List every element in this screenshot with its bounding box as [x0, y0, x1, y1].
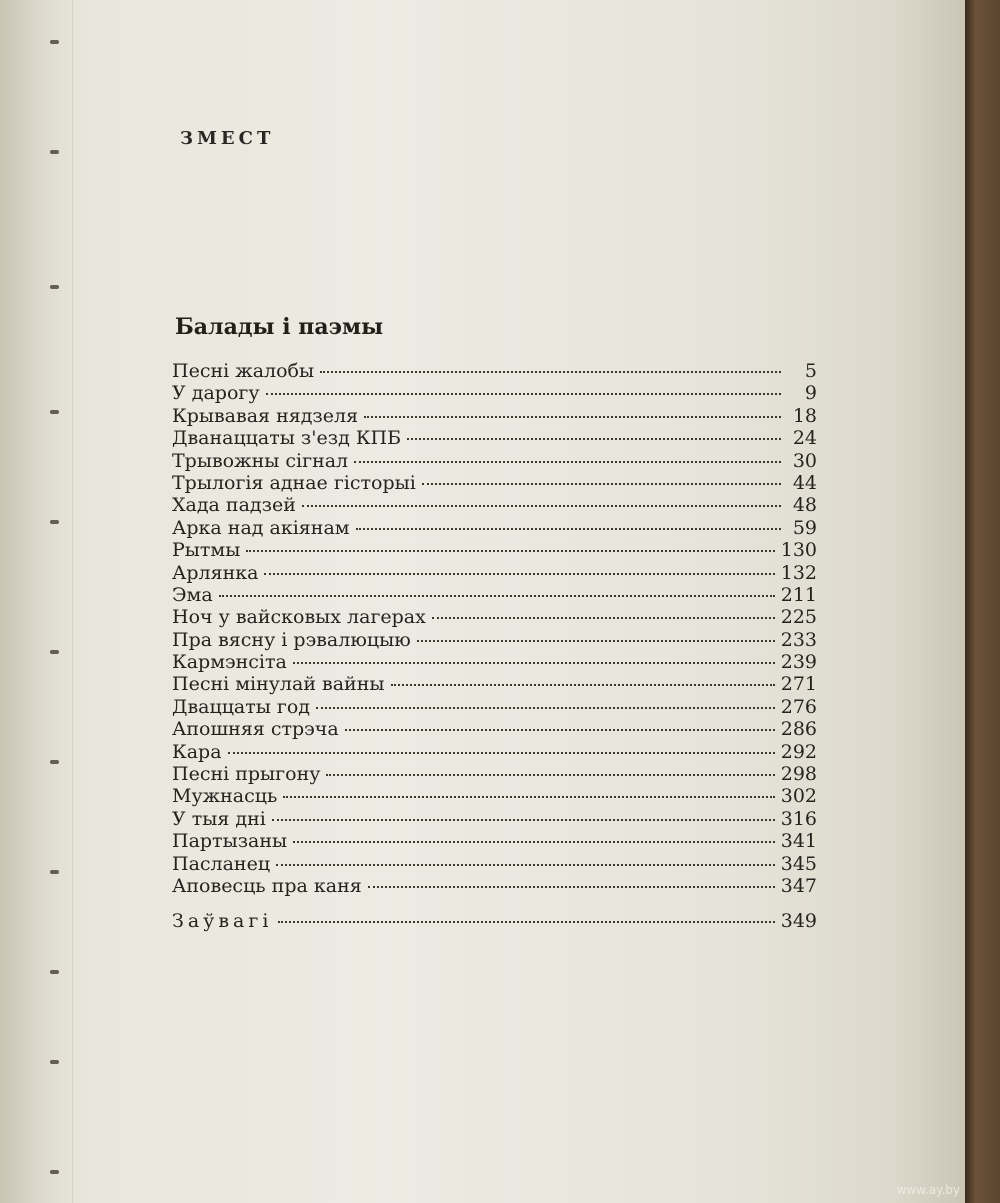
toc-entry-page: 233	[780, 628, 817, 651]
toc-entry-title: Рытмы	[172, 539, 241, 562]
toc-entry-title: Кара	[172, 740, 222, 763]
toc-dot-leader	[364, 416, 781, 418]
watermark: www.ay.by	[896, 1183, 960, 1197]
toc-dot-leader	[266, 393, 781, 395]
toc-entry	[172, 427, 817, 449]
page-heading: ЗМЕСТ	[180, 128, 275, 149]
binding-stitch	[50, 1170, 59, 1174]
toc-dot-leader	[391, 684, 775, 686]
toc-entry	[172, 562, 817, 584]
toc-dot-leader	[264, 573, 774, 575]
toc-entry-title: Песні жалобы	[172, 360, 315, 382]
toc-dot-leader	[354, 461, 781, 463]
toc-entry	[172, 651, 817, 673]
book-cover-edge	[965, 0, 1000, 1203]
toc-entry-title: Пра вясну і рэвалюцыю	[172, 628, 411, 651]
toc-dot-leader	[320, 371, 781, 373]
toc-entry-title: Трылогія аднае гісторыі	[172, 471, 416, 494]
toc-entry-page: 271	[780, 673, 817, 696]
toc-entry	[172, 875, 817, 897]
toc-entry-page: 44	[792, 471, 817, 494]
toc-entry-page: 347	[780, 874, 817, 897]
toc-entry-title: Арка над акіянам	[172, 516, 350, 539]
toc-entry	[172, 494, 817, 516]
toc-entry-title: У тыя дні	[172, 807, 266, 830]
toc-entry-page: 276	[780, 695, 817, 718]
toc-entry	[172, 606, 817, 628]
toc-dot-leader	[276, 864, 775, 866]
toc-entry-page: 292	[780, 740, 817, 763]
toc-entry-page: 225	[780, 606, 817, 629]
toc-entry-page: 9	[804, 382, 817, 405]
toc-entry	[172, 808, 817, 830]
toc-dot-leader	[272, 819, 775, 821]
toc-entry	[172, 741, 817, 763]
toc-entry	[172, 696, 817, 718]
toc-entry-title: Арлянка	[172, 561, 259, 584]
toc-dot-leader	[228, 752, 775, 754]
toc-entry-title: У дарогу	[172, 382, 260, 405]
toc-entry-page: 18	[792, 404, 817, 427]
toc-entry-title: Заўвагі	[172, 910, 273, 932]
binding-stitch	[50, 410, 59, 414]
toc-dot-leader	[417, 640, 775, 642]
toc-entry-title: Крывавая нядзеля	[172, 404, 359, 427]
toc-dot-leader	[219, 595, 775, 597]
binding-stitch	[50, 40, 59, 44]
toc-dot-leader	[302, 505, 781, 507]
binding-stitch	[50, 285, 59, 289]
toc-entry	[172, 450, 817, 472]
toc-entry-title: Эма	[172, 583, 213, 606]
toc-dot-leader	[316, 707, 775, 709]
toc-dot-leader	[278, 921, 774, 923]
toc-entry	[172, 830, 817, 852]
page-gutter	[0, 0, 73, 1203]
toc-entry-title: Пасланец	[172, 852, 271, 875]
toc-entry	[172, 718, 817, 740]
toc-entry-page: 48	[792, 494, 817, 517]
toc-entry-title: Партызаны	[172, 830, 288, 853]
toc-entry-page: 345	[780, 852, 817, 875]
toc-dot-leader	[345, 729, 775, 731]
toc-entry-page: 211	[780, 583, 817, 606]
toc-entry-page: 349	[780, 910, 817, 932]
toc-entry-page: 24	[792, 427, 817, 450]
toc-entry-page: 286	[780, 718, 817, 741]
toc-entry-page: 341	[780, 830, 817, 853]
toc-entry	[172, 584, 817, 606]
toc-notes-entry	[172, 910, 817, 932]
toc-entry-page: 316	[780, 807, 817, 830]
toc-entry-title: Хада падзей	[172, 494, 296, 517]
toc-entry-title: Ноч у вайсковых лагерах	[172, 606, 426, 629]
toc-entry-page: 30	[792, 449, 817, 472]
toc-entry-title: Кармэнсіта	[172, 651, 287, 674]
toc-entry-page: 132	[780, 561, 817, 584]
binding-stitch	[50, 760, 59, 764]
toc-entry-page: 130	[780, 539, 817, 562]
toc-entry	[172, 405, 817, 427]
toc-entry-page: 298	[780, 763, 817, 786]
toc-entry	[172, 517, 817, 539]
toc-entry-page: 302	[780, 785, 817, 808]
toc-dot-leader	[246, 550, 774, 552]
toc-entry	[172, 673, 817, 695]
toc-dot-leader	[422, 483, 781, 485]
binding-stitch	[50, 970, 59, 974]
toc-dot-leader	[368, 886, 775, 888]
toc-dot-leader	[283, 796, 774, 798]
toc-entry-title: Аповесць пра каня	[172, 874, 362, 897]
toc-entry	[172, 853, 817, 875]
toc-entry-title: Мужнасць	[172, 785, 278, 808]
toc-dot-leader	[326, 774, 774, 776]
toc-entry	[172, 785, 817, 807]
toc-entry-title: Дванаццаты з'езд КПБ	[172, 427, 402, 450]
toc-entry	[172, 382, 817, 404]
toc-entry-title: Трывожны сігнал	[172, 449, 349, 472]
toc-dot-leader	[432, 617, 775, 619]
toc-entry	[172, 629, 817, 651]
toc-entry	[172, 360, 817, 382]
toc-entry-title: Песні мінулай вайны	[172, 673, 385, 696]
toc-entry-page: 5	[804, 360, 817, 382]
binding-stitch	[50, 650, 59, 654]
section-title: Балады і паэмы	[175, 314, 384, 340]
toc-dot-leader	[407, 438, 781, 440]
binding-stitch	[50, 150, 59, 154]
toc-entry-page: 239	[780, 651, 817, 674]
binding-stitch	[50, 1060, 59, 1064]
toc-entry	[172, 539, 817, 561]
toc-entry	[172, 472, 817, 494]
toc-entry-title: Апошняя стрэча	[172, 718, 339, 741]
toc-dot-leader	[293, 841, 775, 843]
binding-stitch	[50, 520, 59, 524]
toc-dot-leader	[356, 528, 781, 530]
toc-entry-page: 59	[792, 516, 817, 539]
binding-stitch	[50, 870, 59, 874]
toc-entry-title: Песні прыгону	[172, 763, 321, 786]
toc-entry-title: Дваццаты год	[172, 695, 311, 718]
table-of-contents	[172, 360, 817, 897]
toc-dot-leader	[293, 662, 775, 664]
toc-entry	[172, 763, 817, 785]
